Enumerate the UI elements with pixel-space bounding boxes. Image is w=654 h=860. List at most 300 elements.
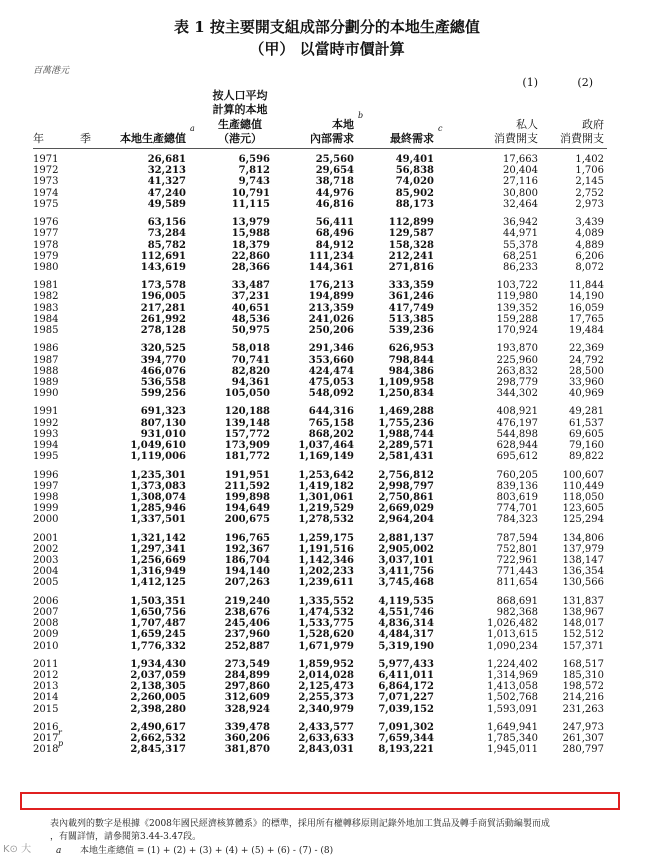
cell-final: 1,469,288 <box>378 406 434 418</box>
cell-gov: 136,354 <box>562 566 604 578</box>
cell-gdp: 2,398,280 <box>130 703 186 715</box>
cell-domestic: 1,533,775 <box>298 618 354 630</box>
cell-year: 1974 <box>33 187 59 199</box>
cell-gdp: 41,327 <box>147 176 186 188</box>
cell-domestic: 46,816 <box>315 198 354 210</box>
cell-gdp: 466,076 <box>140 365 186 377</box>
cell-domestic: 2,014,028 <box>298 670 354 681</box>
cell-private: 868,691 <box>496 595 538 607</box>
cell-private: 408,921 <box>496 406 538 418</box>
cell-percap: 10,791 <box>231 187 270 199</box>
cell-final: 49,401 <box>395 154 434 165</box>
cell-gdp: 49,589 <box>147 198 186 210</box>
cell-year: 1978 <box>33 239 59 251</box>
cell-final: 6,411,011 <box>378 670 434 681</box>
cell-gov: 33,960 <box>569 376 604 388</box>
cell-gdp: 63,156 <box>147 217 186 229</box>
cell-final: 626,953 <box>388 343 434 355</box>
cell-gdp: 1,285,946 <box>130 503 186 515</box>
header-gov-1: 政府 <box>582 118 604 131</box>
cell-year: 1977 <box>33 228 59 240</box>
cell-gdp: 1,119,006 <box>130 451 186 463</box>
header-domestic-2: 內部需求 <box>310 132 354 145</box>
cell-gov: 131,837 <box>562 595 604 607</box>
cell-percap: 50,975 <box>231 325 270 336</box>
cell-domestic: 1,239,611 <box>298 577 354 589</box>
cell-private: 86,233 <box>503 261 538 273</box>
cell-year: 1988 <box>33 365 59 377</box>
cell-gdp: 1,049,610 <box>130 440 186 451</box>
header-private-2: 消費開支 <box>494 132 538 145</box>
cell-gov: 6,206 <box>575 250 604 262</box>
cell-private: 20,404 <box>503 165 538 177</box>
year-superscript: r <box>58 728 62 738</box>
cell-year: 1987 <box>33 354 59 366</box>
cell-final: 361,246 <box>388 291 434 303</box>
cell-year: 1992 <box>33 417 59 429</box>
header-final: 最終需求 <box>390 132 434 145</box>
cell-domestic: 1,528,620 <box>298 629 354 641</box>
cell-percap: 28,366 <box>231 261 270 273</box>
cell-gov: 2,973 <box>575 198 604 210</box>
cell-private: 803,619 <box>496 491 538 503</box>
cell-percap: 120,188 <box>224 406 270 418</box>
cell-private: 1,314,969 <box>487 670 538 681</box>
cell-domestic: 241,026 <box>308 313 354 325</box>
cell-domestic: 1,202,233 <box>298 566 354 578</box>
cell-gdp: 1,650,756 <box>130 606 186 618</box>
cell-final: 158,328 <box>388 239 434 251</box>
cell-gdp: 931,010 <box>140 428 186 440</box>
header-final-sup: c <box>438 124 443 133</box>
year-superscript: p <box>58 739 64 749</box>
cell-final: 7,091,302 <box>378 721 434 733</box>
cell-domestic: 353,660 <box>308 354 354 366</box>
cell-gdp: 320,525 <box>140 343 186 355</box>
cell-gdp: 1,776,332 <box>130 640 186 652</box>
cell-private: 771,443 <box>496 566 538 578</box>
cell-percap: 360,206 <box>224 733 270 745</box>
cell-private: 1,945,011 <box>487 744 538 756</box>
cell-year: 2016 <box>33 721 59 733</box>
cell-gov: 214,216 <box>562 692 604 704</box>
cell-gov: 49,281 <box>569 406 604 418</box>
header-quarter: 季 <box>80 132 91 145</box>
cell-year: 2009 <box>33 629 59 641</box>
cell-gov: 231,263 <box>562 703 604 715</box>
cell-gov: 2,752 <box>575 187 604 199</box>
cell-final: 74,020 <box>395 176 434 188</box>
cell-gdp: 47,240 <box>147 187 186 199</box>
cell-gov: 40,969 <box>569 388 604 400</box>
cell-percap: 252,887 <box>224 640 270 652</box>
cell-private: 1,224,402 <box>487 658 538 670</box>
cell-gdp: 1,321,142 <box>130 532 186 544</box>
cell-percap: 200,675 <box>224 514 270 526</box>
cell-final: 1,250,834 <box>378 388 434 400</box>
cell-percap: 328,924 <box>224 703 270 715</box>
cell-domestic: 1,301,061 <box>298 491 354 503</box>
cell-gov: 4,889 <box>575 239 604 251</box>
cell-year: 1990 <box>33 388 59 400</box>
cell-year: 1972 <box>33 165 59 177</box>
cell-percap: 245,406 <box>224 618 270 630</box>
cell-final: 539,236 <box>388 325 434 336</box>
cell-domestic: 194,899 <box>308 291 354 303</box>
cell-gdp: 1,316,949 <box>130 566 186 578</box>
cell-percap: 37,231 <box>231 291 270 303</box>
cell-year: 2003 <box>33 555 59 566</box>
cell-percap: 13,979 <box>231 217 270 229</box>
cell-gov: 152,512 <box>562 629 604 641</box>
cell-private: 32,464 <box>503 198 538 210</box>
cell-percap: 199,898 <box>224 491 270 503</box>
cell-final: 5,977,433 <box>378 658 434 670</box>
cell-final: 2,289,571 <box>378 440 434 451</box>
cell-gdp: 2,260,005 <box>130 692 186 704</box>
cell-percap: 70,741 <box>231 354 270 366</box>
cell-year: 1983 <box>33 302 59 314</box>
cell-gdp: 1,707,487 <box>130 618 186 630</box>
header-private-1: 私人 <box>516 118 538 131</box>
cell-domestic: 38,718 <box>315 176 354 188</box>
cell-gdp: 1,934,430 <box>130 658 186 670</box>
cell-gov: 3,439 <box>575 217 604 229</box>
cell-percap: 157,772 <box>224 428 270 440</box>
cell-year: 1991 <box>33 406 59 418</box>
cell-gov: 137,979 <box>562 543 604 555</box>
cell-gov: 110,449 <box>562 480 604 492</box>
cell-domestic: 548,092 <box>308 388 354 400</box>
cell-private: 839,136 <box>496 480 538 492</box>
cell-year: 1973 <box>33 176 59 188</box>
cell-final: 2,669,029 <box>378 503 434 515</box>
cell-year: 1998 <box>33 491 59 503</box>
cell-domestic: 1,859,952 <box>298 658 354 670</box>
cell-gov: 14,190 <box>569 291 604 303</box>
cell-private: 225,960 <box>496 354 538 366</box>
cell-private: 44,971 <box>503 228 538 240</box>
header-percap-2: 計算的本地 <box>212 103 268 116</box>
cell-private: 1,413,058 <box>487 681 538 693</box>
cell-gdp: 807,130 <box>140 417 186 429</box>
cell-year: 1976 <box>33 217 59 229</box>
cell-gdp: 32,213 <box>147 165 186 177</box>
cell-percap: 6,596 <box>238 154 270 165</box>
cell-domestic: 68,496 <box>315 228 354 240</box>
cell-percap: 11,115 <box>231 198 270 210</box>
cell-gov: 22,369 <box>569 343 604 355</box>
cell-domestic: 424,474 <box>308 365 354 377</box>
cell-percap: 339,478 <box>224 721 270 733</box>
cell-final: 56,838 <box>395 165 434 177</box>
cell-gdp: 261,992 <box>140 313 186 325</box>
cell-final: 2,756,812 <box>378 469 434 481</box>
cell-gdp: 2,845,317 <box>130 744 186 756</box>
cell-private: 784,323 <box>496 514 538 526</box>
cell-year: 1981 <box>33 280 59 292</box>
table-subtitle: （甲） 以當時市價計算 <box>249 40 405 58</box>
cell-final: 3,037,101 <box>378 555 434 566</box>
cell-domestic: 1,335,552 <box>298 595 354 607</box>
cell-domestic: 1,671,979 <box>298 640 354 652</box>
cell-final: 2,905,002 <box>378 543 434 555</box>
header-domestic-sup: b <box>358 111 364 120</box>
cell-year: 2005 <box>33 577 59 589</box>
cell-final: 2,750,861 <box>378 491 434 503</box>
cell-gov: 1,706 <box>575 165 604 177</box>
cell-gov: 198,572 <box>562 681 604 693</box>
cell-domestic: 111,234 <box>308 250 354 262</box>
cell-percap: 186,704 <box>224 555 270 566</box>
cell-gov: 4,089 <box>575 228 604 240</box>
cell-gdp: 143,619 <box>140 261 186 273</box>
cell-private: 119,980 <box>496 291 538 303</box>
cell-gdp: 26,681 <box>147 154 186 165</box>
cell-private: 298,779 <box>496 376 538 388</box>
cell-final: 6,864,172 <box>378 681 434 693</box>
cell-final: 333,359 <box>388 280 434 292</box>
cell-private: 1,649,941 <box>487 721 538 733</box>
cell-domestic: 213,359 <box>308 302 354 314</box>
cell-gdp: 173,578 <box>140 280 186 292</box>
cell-private: 17,663 <box>503 154 538 165</box>
cell-private: 55,378 <box>503 239 538 251</box>
cell-year: 2004 <box>33 566 59 578</box>
cell-gov: 17,765 <box>569 313 604 325</box>
cell-year: 2013 <box>33 681 59 693</box>
cell-private: 68,251 <box>503 250 538 262</box>
cell-year: 2014 <box>33 692 59 704</box>
cell-private: 811,654 <box>496 577 538 589</box>
cell-percap: 381,870 <box>224 744 270 756</box>
cell-domestic: 250,206 <box>308 325 354 336</box>
cell-domestic: 2,433,577 <box>298 721 354 733</box>
cell-private: 752,801 <box>496 543 538 555</box>
cell-gdp: 112,691 <box>140 250 186 262</box>
cell-percap: 82,820 <box>231 365 270 377</box>
cell-year: 2008 <box>33 618 59 630</box>
cell-percap: 7,812 <box>238 165 270 177</box>
cell-gdp: 2,490,617 <box>130 721 186 733</box>
cell-year: 2017 <box>33 733 59 745</box>
cell-year: 2001 <box>33 532 59 544</box>
cell-gdp: 2,138,305 <box>130 681 186 693</box>
cell-year: 1985 <box>33 325 59 336</box>
header-domestic-1: 本地 <box>332 118 354 131</box>
cell-domestic: 56,411 <box>315 217 354 229</box>
cell-percap: 173,909 <box>224 440 270 451</box>
cell-year: 1975 <box>33 198 59 210</box>
cell-gov: 19,484 <box>569 325 604 336</box>
cell-gdp: 196,005 <box>140 291 186 303</box>
cell-private: 1,013,615 <box>487 629 538 641</box>
cell-gdp: 1,337,501 <box>130 514 186 526</box>
cell-gdp: 85,782 <box>147 239 186 251</box>
cell-percap: 40,651 <box>231 302 270 314</box>
header-gdp-sup: a <box>190 124 195 133</box>
cell-gdp: 691,323 <box>140 406 186 418</box>
cell-domestic: 84,912 <box>315 239 354 251</box>
cell-domestic: 1,219,529 <box>298 503 354 515</box>
cell-percap: 139,148 <box>224 417 270 429</box>
cell-private: 139,352 <box>496 302 538 314</box>
cell-gov: 16,059 <box>569 302 604 314</box>
cell-private: 1,785,340 <box>487 733 538 745</box>
cell-gov: 11,844 <box>569 280 604 292</box>
cell-private: 27,116 <box>503 176 538 188</box>
cell-gdp: 1,297,341 <box>130 543 186 555</box>
cell-year: 2007 <box>33 606 59 618</box>
cell-gdp: 2,037,059 <box>130 670 186 681</box>
cell-private: 263,832 <box>496 365 538 377</box>
cell-domestic: 44,976 <box>315 187 354 199</box>
cell-percap: 238,676 <box>224 606 270 618</box>
cell-domestic: 1,278,532 <box>298 514 354 526</box>
cell-gdp: 599,256 <box>140 388 186 400</box>
cell-year: 1986 <box>33 343 59 355</box>
cell-domestic: 475,053 <box>308 376 354 388</box>
cell-gov: 125,294 <box>562 514 604 526</box>
cell-domestic: 1,037,464 <box>298 440 354 451</box>
cell-domestic: 1,191,516 <box>298 543 354 555</box>
footnote-line-1: 表內載列的數字是根據《2008年國民經濟核算體系》的標準，採用所有權轉移原則記錄外地加工貨品及轉手商貿活動編製而成 <box>50 819 550 829</box>
cell-gdp: 1,503,351 <box>130 595 186 607</box>
cell-percap: 284,899 <box>224 670 270 681</box>
cell-domestic: 291,346 <box>308 343 354 355</box>
cell-percap: 194,649 <box>224 503 270 515</box>
cell-private: 774,701 <box>496 503 538 515</box>
cell-gdp: 1,308,074 <box>130 491 186 503</box>
cell-domestic: 644,316 <box>308 406 354 418</box>
cell-year: 2018 <box>33 744 59 756</box>
watermark-logo: K⊙ 大 <box>3 844 32 855</box>
cell-gov: 261,307 <box>562 733 604 745</box>
cell-private: 982,368 <box>496 606 538 618</box>
cell-gov: 2,145 <box>575 176 604 188</box>
cell-gov: 123,605 <box>562 503 604 515</box>
cell-gov: 89,822 <box>569 451 604 463</box>
cell-private: 476,197 <box>496 417 538 429</box>
cell-domestic: 1,169,149 <box>298 451 354 463</box>
table-title: 表 1 按主要開支組成部分劃分的本地生產總值 <box>174 18 480 36</box>
cell-year: 2000 <box>33 514 59 526</box>
cell-percap: 237,960 <box>224 629 270 641</box>
header-percap-3: 生產總值 <box>218 118 262 131</box>
cell-final: 1,988,744 <box>378 428 434 440</box>
cell-percap: 207,263 <box>224 577 270 589</box>
cell-gov: 168,517 <box>562 658 604 670</box>
cell-percap: 181,772 <box>224 451 270 463</box>
cell-gdp: 1,235,301 <box>130 469 186 481</box>
cell-year: 1995 <box>33 451 59 463</box>
cell-year: 2002 <box>33 543 59 555</box>
cell-final: 3,745,468 <box>378 577 434 589</box>
cell-year: 2006 <box>33 595 59 607</box>
cell-year: 1982 <box>33 291 59 303</box>
col-num-2: (2) <box>577 76 593 89</box>
cell-percap: 94,361 <box>231 376 270 388</box>
cell-final: 7,039,152 <box>378 703 434 715</box>
cell-final: 4,119,535 <box>378 595 434 607</box>
cell-percap: 9,743 <box>238 176 270 188</box>
cell-final: 1,109,958 <box>378 376 434 388</box>
cell-domestic: 1,259,175 <box>298 532 354 544</box>
cell-gdp: 1,659,245 <box>130 629 186 641</box>
cell-gov: 134,806 <box>562 532 604 544</box>
cell-gov: 69,605 <box>569 428 604 440</box>
cell-percap: 18,379 <box>231 239 270 251</box>
cell-percap: 105,050 <box>224 388 270 400</box>
cell-final: 5,319,190 <box>378 640 434 652</box>
cell-gdp: 1,373,083 <box>130 480 186 492</box>
cell-final: 2,998,797 <box>378 480 434 492</box>
cell-gov: 24,792 <box>569 354 604 366</box>
cell-final: 2,881,137 <box>378 532 434 544</box>
cell-gov: 8,072 <box>575 261 604 273</box>
cell-final: 4,484,317 <box>378 629 434 641</box>
cell-private: 103,722 <box>496 280 538 292</box>
cell-final: 2,964,204 <box>378 514 434 526</box>
cell-gov: 185,310 <box>562 670 604 681</box>
cell-gdp: 2,662,532 <box>130 733 186 745</box>
cell-final: 984,386 <box>388 365 434 377</box>
cell-final: 417,749 <box>388 302 434 314</box>
highlight-box-2018 <box>20 792 620 810</box>
cell-private: 30,800 <box>503 187 538 199</box>
cell-final: 8,193,221 <box>378 744 434 756</box>
cell-final: 85,902 <box>395 187 434 199</box>
cell-gdp: 278,128 <box>140 325 186 336</box>
cell-gov: 130,566 <box>562 577 604 589</box>
cell-final: 7,659,344 <box>378 733 434 745</box>
cell-final: 271,816 <box>388 261 434 273</box>
cell-percap: 196,765 <box>224 532 270 544</box>
cell-final: 3,411,756 <box>378 566 434 578</box>
cell-year: 1996 <box>33 469 59 481</box>
cell-gov: 138,147 <box>562 555 604 566</box>
cell-domestic: 2,125,473 <box>298 681 354 693</box>
cell-domestic: 1,253,642 <box>298 469 354 481</box>
cell-domestic: 1,419,182 <box>298 480 354 492</box>
cell-final: 112,899 <box>388 217 434 229</box>
cell-private: 1,593,091 <box>487 703 538 715</box>
cell-domestic: 2,255,373 <box>298 692 354 704</box>
cell-private: 722,961 <box>496 555 538 566</box>
cell-year: 2010 <box>33 640 59 652</box>
cell-percap: 194,140 <box>224 566 270 578</box>
cell-gdp: 1,256,669 <box>130 555 186 566</box>
cell-percap: 33,487 <box>231 280 270 292</box>
cell-final: 4,836,314 <box>378 618 434 630</box>
cell-private: 1,090,234 <box>487 640 538 652</box>
cell-percap: 22,860 <box>231 250 270 262</box>
cell-gdp: 536,558 <box>140 376 186 388</box>
header-rule <box>33 148 607 149</box>
cell-gov: 28,500 <box>569 365 604 377</box>
cell-domestic: 176,213 <box>308 280 354 292</box>
header-gdp: 本地生產總值 <box>120 132 186 145</box>
cell-private: 36,942 <box>503 217 538 229</box>
cell-percap: 58,018 <box>231 343 270 355</box>
cell-gov: 280,797 <box>562 744 604 756</box>
cell-final: 212,241 <box>388 250 434 262</box>
footnote-a-text: 本地生產總值 = (1) + (2) + (3) + (4) + (5) + (6) - (7) - (8) <box>80 846 334 856</box>
cell-year: 2012 <box>33 670 59 681</box>
cell-final: 1,755,236 <box>378 417 434 429</box>
cell-private: 1,502,768 <box>487 692 538 704</box>
cell-final: 513,385 <box>388 313 434 325</box>
